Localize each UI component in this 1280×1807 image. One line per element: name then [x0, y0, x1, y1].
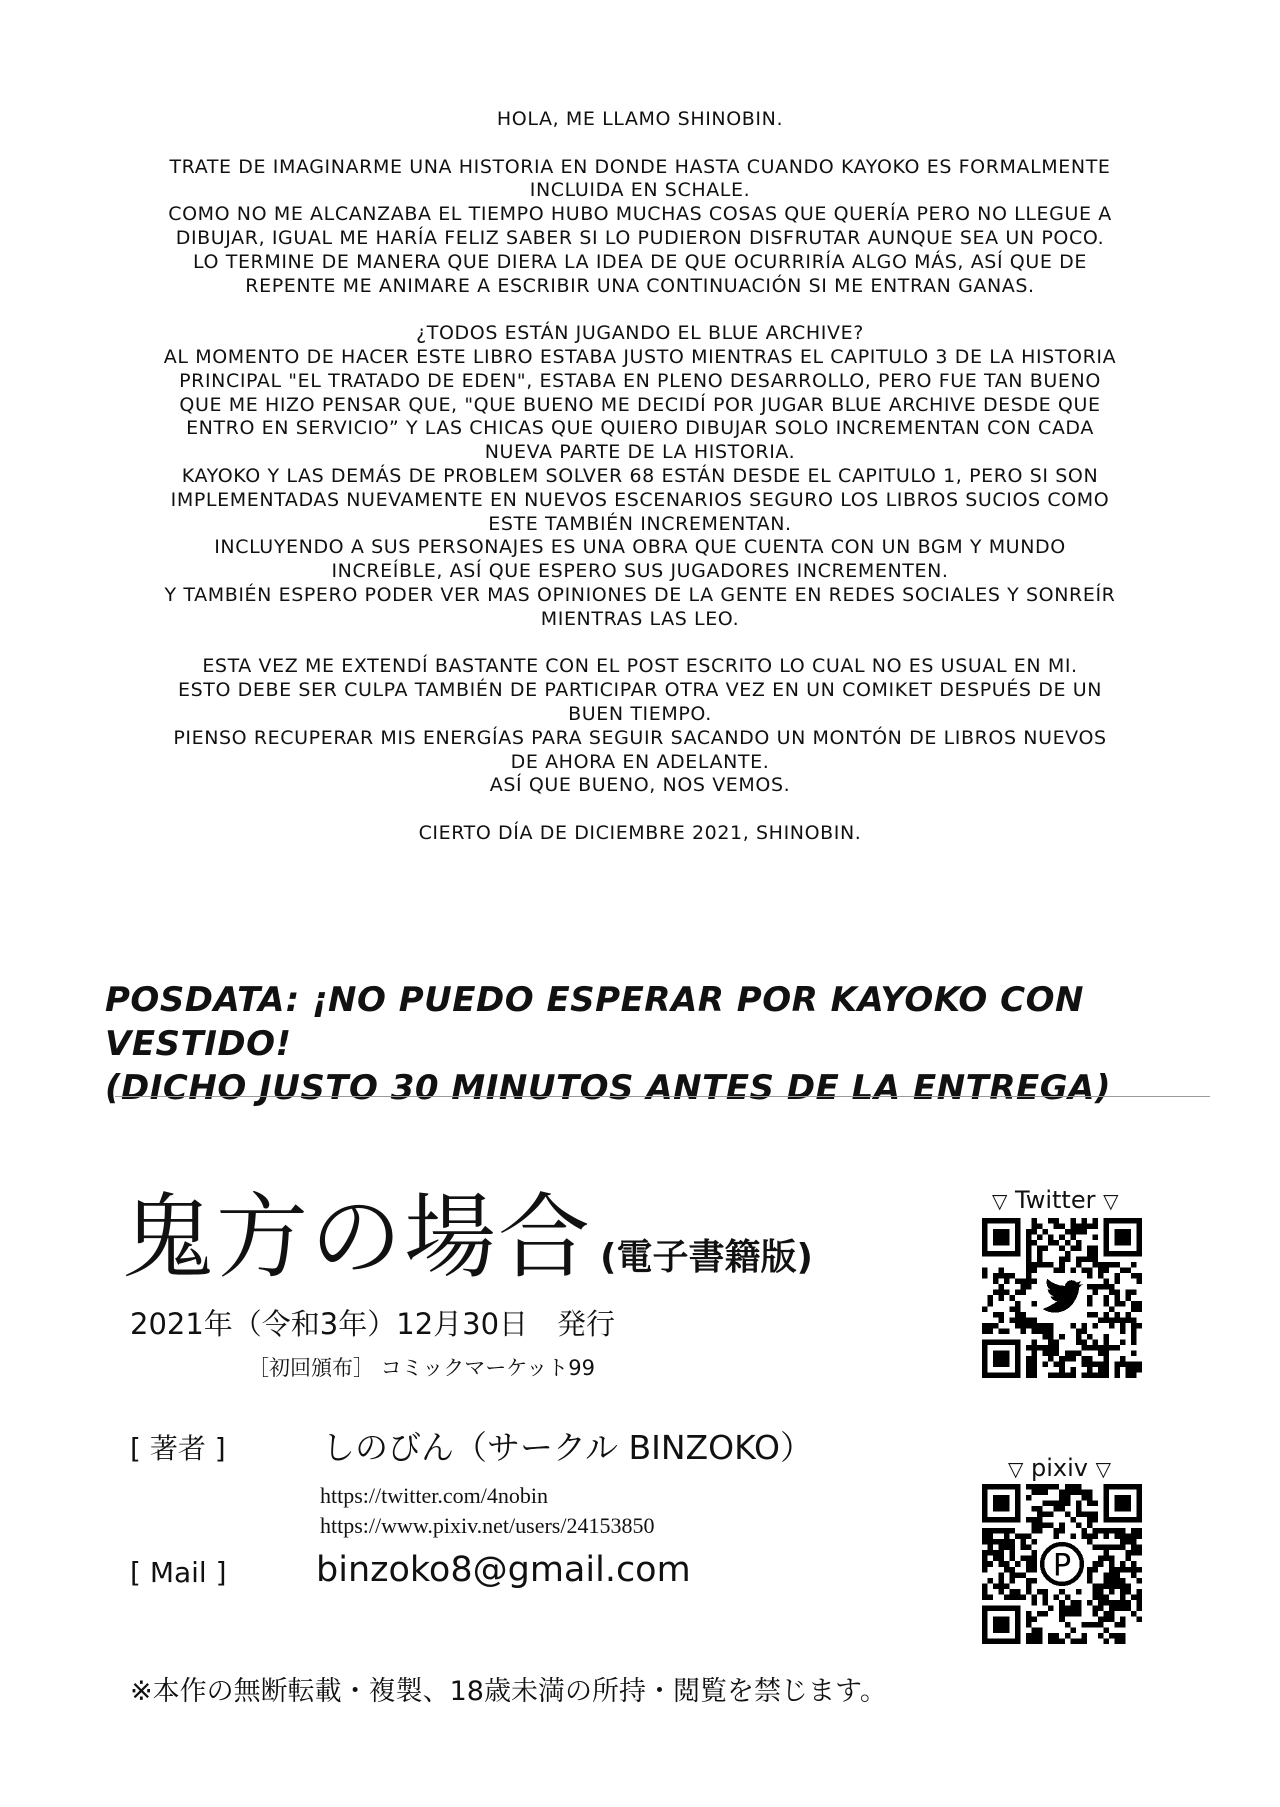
twitter-qr-code-graphic [982, 1218, 1142, 1378]
paragraph-line: ASÍ QUE BUENO, NOS VEMOS. [489, 774, 791, 797]
paragraph-line: ESTO DEBE SER CULPA TAMBIÉN DE PARTICIPAR OTRA VEZ EN UN COMIKET DESPUÉS DE UN [177, 679, 1103, 702]
afterword-greeting [90, 108, 1190, 132]
triangle-down-icon: ▽ [1008, 1457, 1024, 1481]
first-distribution: ［初回頒布］ コミックマーケット99 [248, 1356, 595, 1380]
triangle-down-icon: ▽ [992, 1189, 1008, 1213]
triangle-down-icon: ▽ [1095, 1457, 1112, 1481]
postscript [105, 978, 1225, 1110]
twitter-link[interactable]: https://twitter.com/4nobin [320, 1483, 548, 1508]
paragraph-line: COMO NO ME ALCANZABA EL TIEMPO HUBO MUCHAS COSAS QUE QUERÍA PERO NO LLEGUE A [168, 203, 1112, 226]
paragraph-line: REPENTE ME ANIMARE A ESCRIBIR UNA CONTINUACIÓN SI ME ENTRAN GANAS. [245, 274, 1035, 297]
book-subtitle: (電子書籍版) [600, 1237, 813, 1278]
paragraph-line: INCREÍBLE, ASÍ QUE ESPERO SUS JUGADORES INCREMENTEN. [331, 560, 949, 583]
paragraph-line: KAYOKO Y LAS DEMÁS DE PROBLEM SOLVER 68 ESTÁN DESDE EL CAPITULO 1, PERO SI SON [181, 464, 1099, 487]
pixiv-link[interactable]: https://www.pixiv.net/users/24153850 [320, 1513, 655, 1538]
paragraph-line: Y TAMBIÉN ESPERO PODER VER MAS OPINIONES DE LA GENTE EN REDES SOCIALES Y SONREÍR [164, 583, 1116, 606]
svg-text:P: P [1052, 1548, 1072, 1584]
author-name: しのびん（サークル BINZOKO） [322, 1428, 813, 1467]
signature-line: CIERTO DÍA DE DICIEMBRE 2021, SHINOBIN. [418, 821, 862, 844]
book-title: 鬼方の場合 [122, 1184, 593, 1291]
postscript-line-1: POSDATA: ¡NO PUEDO ESPERAR POR KAYOKO CON VESTIDO! [105, 980, 1084, 1064]
triangle-down-icon: ▽ [1103, 1189, 1119, 1213]
paragraph-line: ESTA VEZ ME EXTENDÍ BASTANTE CON EL POST ESCRITO LO CUAL NO ES USUAL EN MI. [202, 655, 1078, 678]
twitter-label-text: Twitter [1015, 1186, 1096, 1214]
paragraph-line: DE AHORA EN ADELANTE. [510, 750, 770, 773]
afterword-paragraph-3 [90, 655, 1190, 798]
paragraph-line: QUE ME HIZO PENSAR QUE, "QUE BUENO ME DECIDÍ POR JUGAR BLUE ARCHIVE DESDE QUE [179, 393, 1101, 416]
paragraph-line: AL MOMENTO DE HACER ESTE LIBRO ESTABA JUSTO MIENTRAS EL CAPITULO 3 DE LA HISTORIA [163, 345, 1117, 368]
afterword-paragraph-1 [90, 156, 1190, 299]
greeting-line: HOLA, ME LLAMO SHINOBIN. [496, 108, 784, 130]
author-label: [ 著者 ] [130, 1432, 226, 1465]
afterword-signature [90, 822, 1190, 846]
paragraph-line: INCLUYENDO A SUS PERSONAJES ES UNA OBRA QUE CUENTA CON UN BGM Y MUNDO [214, 536, 1066, 559]
mail-label: [ Mail ] [130, 1556, 227, 1589]
paragraph-line: BUEN TIEMPO. [568, 702, 712, 725]
paragraph-line: ESTE TAMBIÉN INCREMENTAN. [488, 512, 792, 535]
divider [115, 1096, 1210, 1097]
paragraph-line: ¿TODOS ESTÁN JUGANDO EL BLUE ARCHIVE? [416, 322, 864, 345]
afterword-paragraph-2 [90, 322, 1190, 631]
paragraph-line: PRINCIPAL "EL TRATADO DE EDEN", ESTABA EN PLENO DESARROLLO, PERO FUE TAN BUENO [179, 369, 1101, 392]
paragraph-line: DIBUJAR, IGUAL ME HARÍA FELIZ SABER SI LO PUDIERON DISFRUTAR AUNQUE SEA UN POCO. [175, 226, 1105, 249]
twitter-qr-label [992, 1186, 1119, 1215]
pixiv-qr-code-graphic [982, 1484, 1142, 1644]
pixiv-qr-label [1008, 1454, 1111, 1483]
paragraph-line: ENTRO EN SERVICIO” Y LAS CHICAS QUE QUIERO DIBUJAR SOLO INCREMENTAN CON CADA [186, 417, 1094, 440]
afterword [90, 108, 1190, 870]
postscript-line-2: (DICHO JUSTO 30 MINUTOS ANTES DE LA ENTREGA) [105, 1068, 1112, 1108]
publish-date: 2021年（令和3年）12月30日 発行 [130, 1307, 616, 1341]
pixiv-p-icon [1042, 1544, 1082, 1584]
pixiv-label-text: pixiv [1031, 1454, 1089, 1482]
paragraph-line: MIENTRAS LAS LEO. [540, 607, 740, 630]
email-address[interactable]: binzoko8@gmail.com [316, 1550, 691, 1590]
paragraph-line: INCLUIDA EN SCHALE. [529, 179, 751, 202]
twitter-qr-code[interactable] [982, 1218, 1142, 1378]
paragraph-line: TRATE DE IMAGINARME UNA HISTORIA EN DONDE HASTA CUANDO KAYOKO ES FORMALMENTE [169, 155, 1111, 178]
pixiv-qr-code[interactable] [982, 1484, 1142, 1644]
paragraph-line: PIENSO RECUPERAR MIS ENERGÍAS PARA SEGUIR SACANDO UN MONTÓN DE LIBROS NUEVOS [173, 726, 1107, 749]
paragraph-line: LO TERMINE DE MANERA QUE DIERA LA IDEA DE QUE OCURRIRÍA ALGO MÁS, ASÍ QUE DE [193, 250, 1087, 273]
paragraph-line: NUEVA PARTE DE LA HISTORIA. [484, 441, 796, 464]
copyright-notice: ※本作の無断転載・複製、18歳未満の所持・閲覧を禁じます。 [130, 1676, 887, 1707]
paragraph-line: IMPLEMENTADAS NUEVAMENTE EN NUEVOS ESCENARIOS SEGURO LOS LIBROS SUCIOS COMO [170, 488, 1110, 511]
